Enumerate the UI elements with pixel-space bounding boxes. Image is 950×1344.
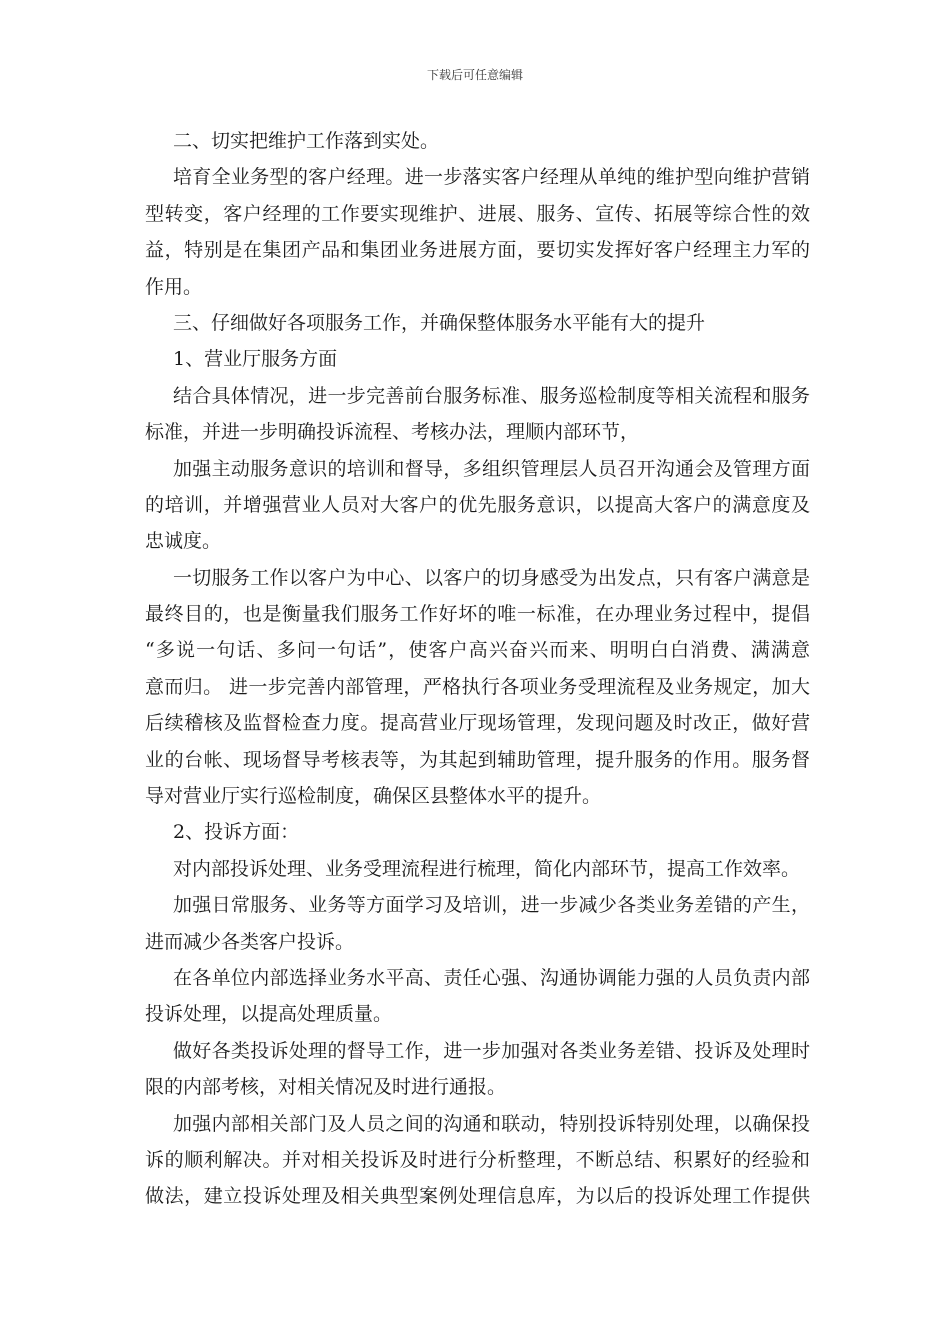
page-header: 下载后可任意编辑 — [426, 68, 523, 82]
paragraph-line: 培育全业务型的客户经理。进一步落实客户经理从单纯的维护型向维护营销 — [173, 166, 810, 189]
paragraph-line: 后续稽核及监督检查力度。提高营业厅现场管理，发现问题及时改正，做好营 — [145, 712, 810, 735]
paragraph-line: 益，特别是在集团产品和集团业务进展方面，要切实发挥好客户经理主力军的 — [145, 239, 810, 262]
paragraph-line: 加强日常服务、业务等方面学习及培训，进一步减少各类业务差错的产生， — [173, 894, 810, 917]
paragraph-line: 型转变，客户经理的工作要实现维护、进展、服务、宣传、拓展等综合性的效 — [145, 202, 810, 225]
paragraph-line: 对内部投诉处理、业务受理流程进行梳理，简化内部环节，提高工作效率。 — [173, 857, 801, 880]
paragraph-line: 标准，并进一步明确投诉流程、考核办法，理顺内部环节， — [145, 421, 640, 444]
paragraph-line: 加强内部相关部门及人员之间的沟通和联动，特别投诉特别处理，以确保投 — [173, 1112, 810, 1135]
paragraph-line: 结合具体情况，进一步完善前台服务标准、服务巡检制度等相关流程和服务 — [173, 384, 810, 407]
paragraph-line: 导对营业厅实行巡检制度，确保区县整体水平的提升。 — [145, 785, 602, 808]
section-heading-3: 三、仔细做好各项服务工作，并确保整体服务水平能有大的提升 — [173, 311, 706, 334]
section-heading-2: 二、切实把维护工作落到实处。 — [173, 130, 440, 152]
subsection-heading-2: 2、投诉方面： — [173, 821, 300, 844]
paragraph-line: 业的台帐、现场督导考核表等，为其起到辅助管理，提升服务的作用。服务督 — [145, 748, 810, 771]
document-body — [145, 123, 810, 1215]
paragraph-line: “多说一句话、多问一句话”，使客户高兴奋兴而来、明明白白消费、满满意 — [145, 639, 810, 662]
paragraph-line: 加强主动服务意识的培训和督导，多组织管理层人员召开沟通会及管理方面 — [173, 457, 810, 480]
paragraph-line: 做好各类投诉处理的督导工作，进一步加强对各类业务差错、投诉及处理时 — [173, 1039, 810, 1062]
paragraph-line: 限的内部考核，对相关情况及时进行通报。 — [145, 1076, 507, 1099]
paragraph-line: 的培训，并增强营业人员对大客户的优先服务意识，以提高大客户的满意度及 — [145, 493, 810, 516]
paragraph-line: 投诉处理，以提高处理质量。 — [145, 1003, 393, 1026]
subsection-heading-1: 1、营业厅服务方面 — [173, 348, 338, 371]
paragraph-line: 诉的顺利解决。并对相关投诉及时进行分析整理，不断总结、积累好的经验和 — [145, 1148, 810, 1171]
paragraph-line: 意而归。 进一步完善内部管理，严格执行各项业务受理流程及业务规定，加大 — [145, 675, 810, 698]
paragraph-line: 进而减少各类客户投诉。 — [145, 930, 355, 953]
paragraph-line: 作用。 — [145, 275, 203, 298]
paragraph-line: 忠诚度。 — [145, 530, 222, 553]
paragraph-line: 一切服务工作以客户为中心、以客户的切身感受为出发点，只有客户满意是 — [173, 566, 810, 589]
paragraph-line: 做法，建立投诉处理及相关典型案例处理信息库，为以后的投诉处理工作提供 — [145, 1185, 810, 1208]
paragraph-line: 最终目的，也是衡量我们服务工作好坏的唯一标准，在办理业务过程中，提倡 — [145, 603, 810, 626]
paragraph-line: 在各单位内部选择业务水平高、责任心强、沟通协调能力强的人员负责内部 — [173, 966, 810, 989]
